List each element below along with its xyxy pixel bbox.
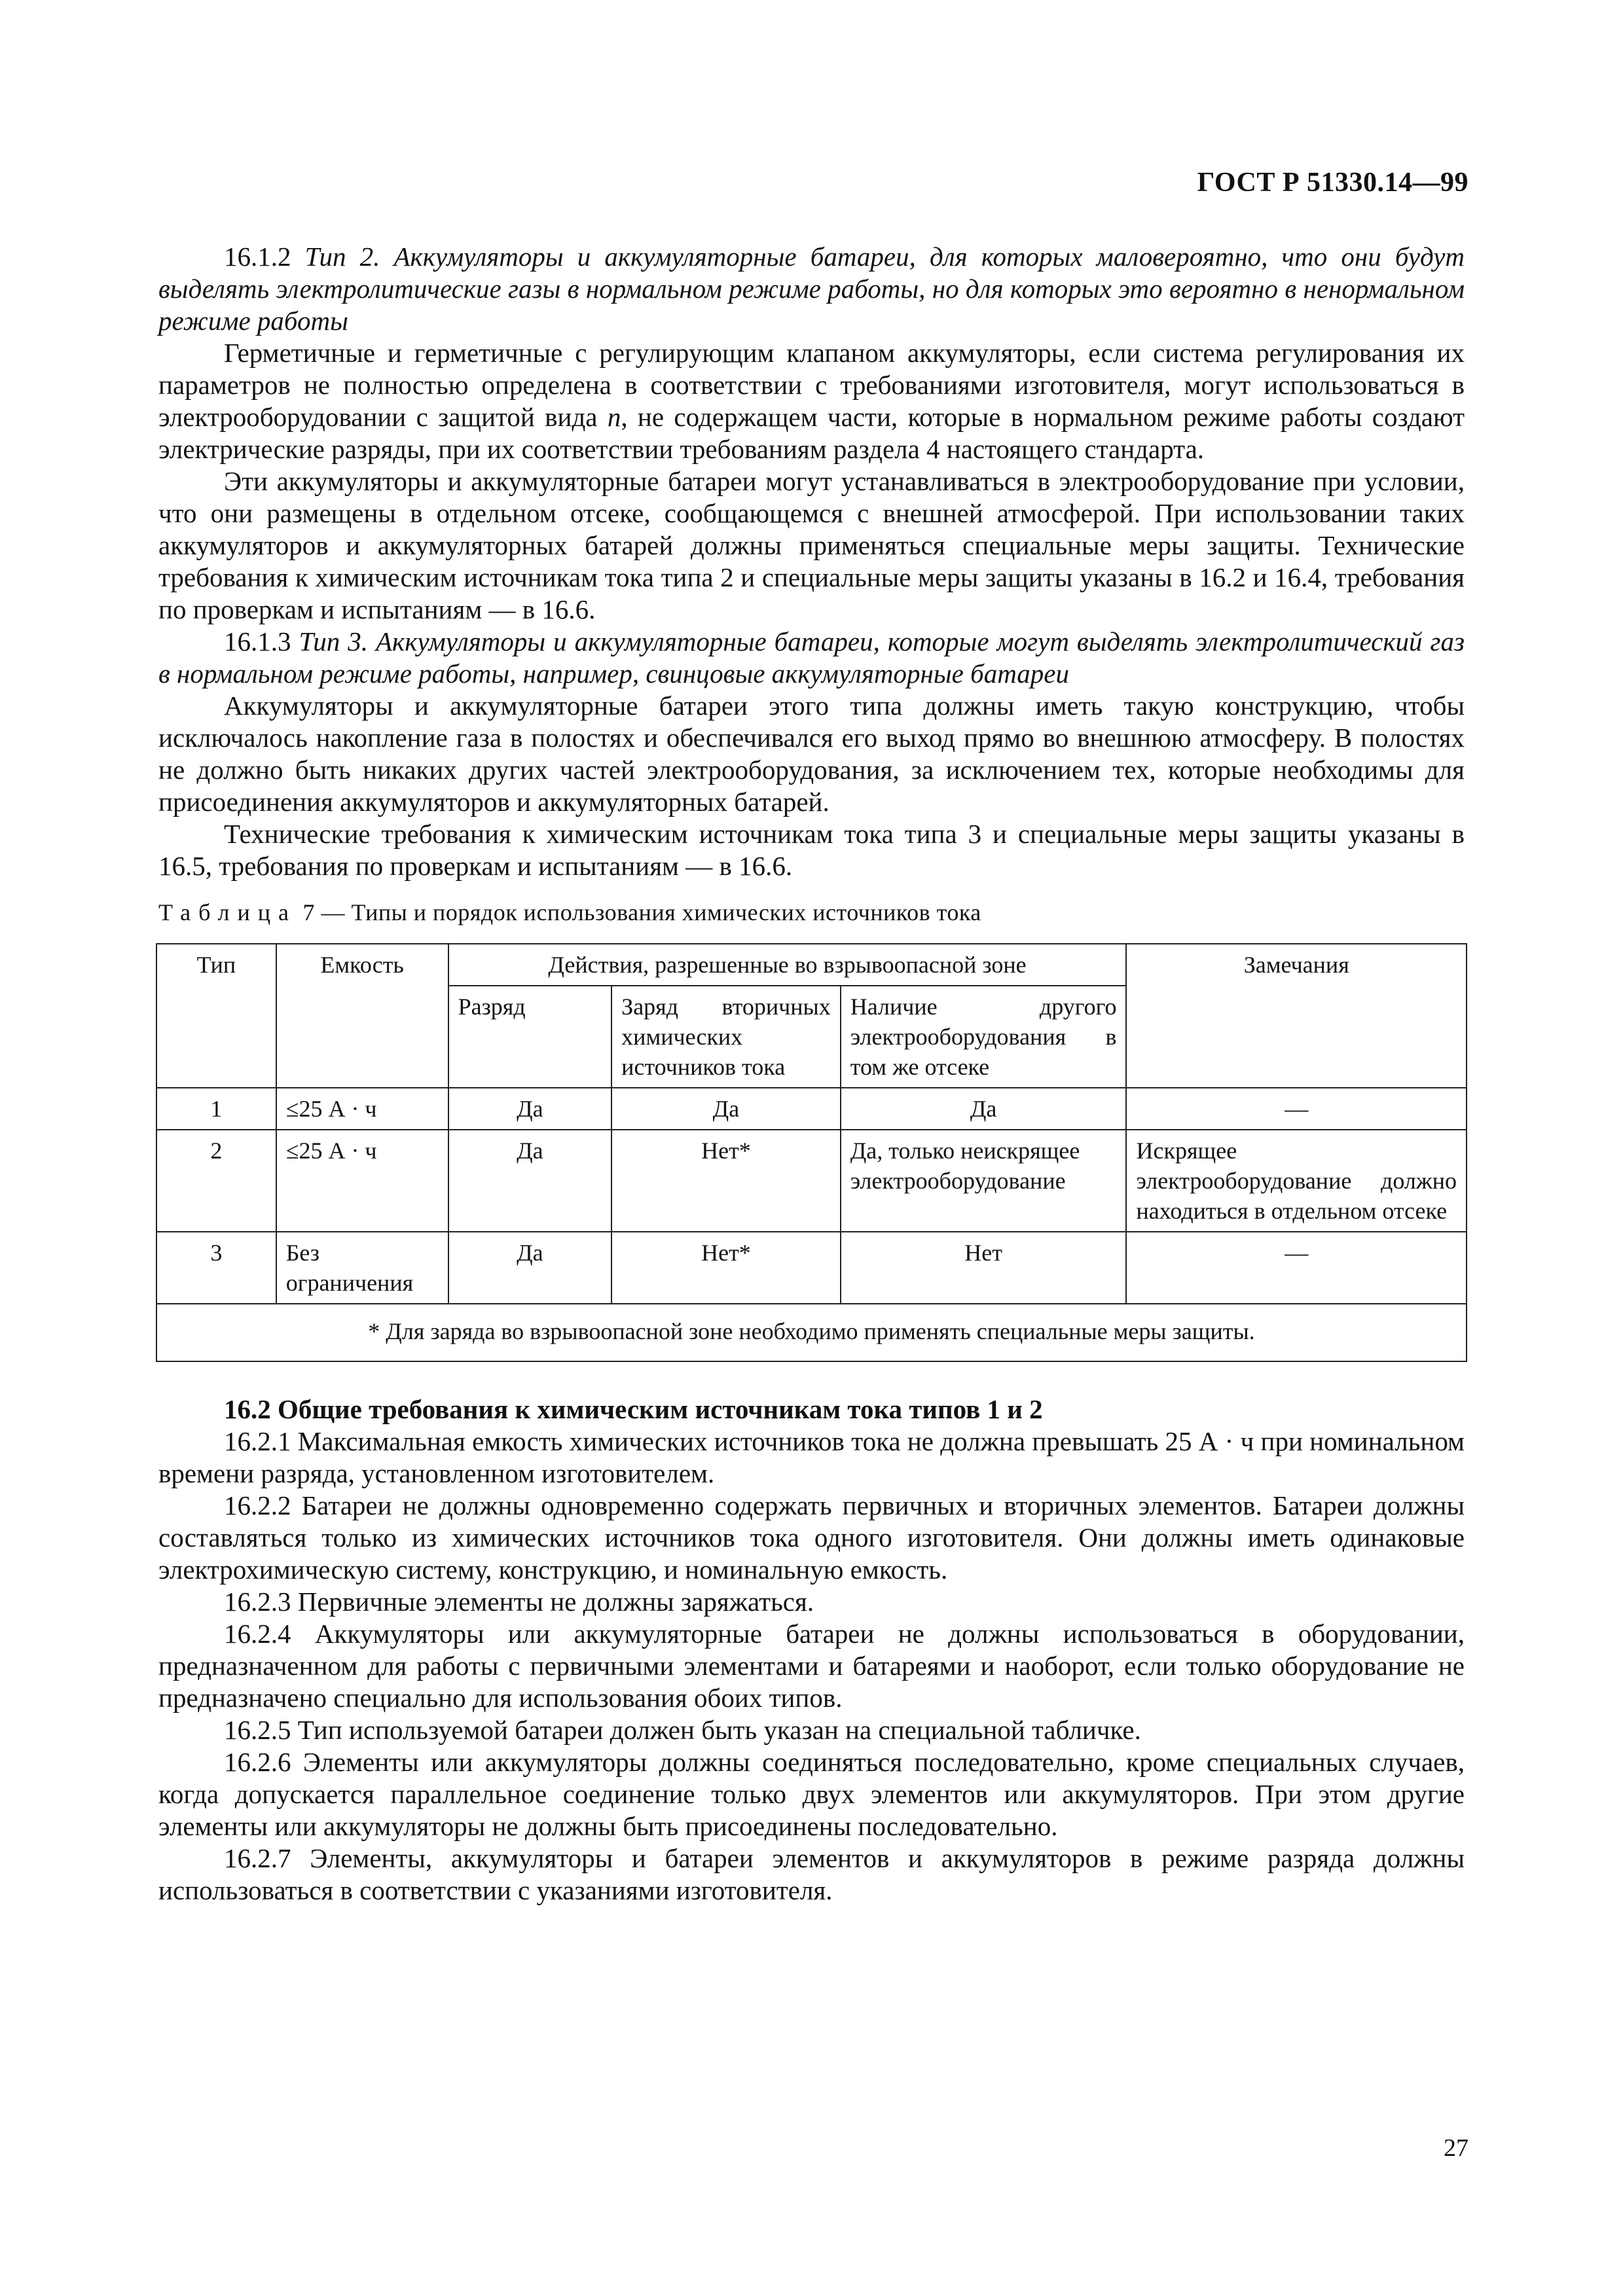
clause-title: Тип 3. Аккумуляторы и аккумуляторные батареи, которые могут выделять электролитический газ в нормальном режиме работы, например, свинцовые аккумуляторные батареи [158,626,1465,689]
battery-types-table [156,943,1467,1362]
paragraph-sealed-batteries: Герметичные и герметичные с регулирующим клапаном аккумуляторы, если система регулирования их параметров не полностью определена в соответствии с требованиями изготовителя, могут использоваться в электрооборудовании с защитой вида n, не содержащем части, которые в нормальном режиме работы создают электрические разряды, при их соответствии требованиям раздела 4 настоящего стандарта. [158,338,1465,464]
table-footnote-row [156,1304,1467,1361]
table-caption: Таблица 7 — Типы и порядок использования химических источников тока [158,899,981,925]
paragraph-type3-construction: Аккумуляторы и аккумуляторные батареи этого типа должны иметь такую конструкцию, чтобы исключалось накопление газа в полостях и обеспечивался его выход прямо во внешнюю атмосферу. В полостях не должно быть никаких других частей электрооборудования, за исключением тех, которые необходимы для присоединения аккумуляторов и аккумуляторных батарей. [158,691,1465,817]
header-remarks: Замечания [1126,944,1467,1088]
section-heading-16-2: 16.2 Общие требования к химическим источникам тока типов 1 и 2 [224,1394,1043,1424]
table-row: 3 Без ограничения Да Нет* Нет — [156,1232,1467,1304]
header-capacity: Емкость [276,944,448,1088]
body-text [158,241,1465,1907]
header-other-equipment: Наличие другого электрооборудования в том же отсеке [841,986,1127,1088]
document-id-header: ГОСТ Р 51330.14—99 [1197,168,1468,198]
clause-16-2-4: 16.2.4 Аккумуляторы или аккумуляторные батареи не должны использоваться в оборудовании, предназначенном для работы с первичными элементами и батареями и наоборот, если только оборудование не предназначено специально для использования обоих типов. [158,1619,1465,1713]
header-discharge: Разряд [448,986,612,1088]
clause-16-2-3: 16.2.3 Первичные элементы не должны заряжаться. [224,1587,814,1617]
clause-title: Тип 2. Аккумуляторы и аккумуляторные батареи, для которых маловероятно, что они будут выделять электролитические газы в нормальном режиме работы, но для которых это вероятно в ненормальном режиме работы [158,242,1465,336]
table-row: 2 ≤25 А · ч Да Нет* Да, только неискрящее электрооборудование Искрящее электрооборудование должно находиться в отдельном отсеке [156,1130,1467,1232]
header-charge: Заряд вторичных химических источников тока [611,986,841,1088]
page-number: 27 [1444,2134,1468,2162]
table-row: 1 ≤25 А · ч Да Да Да — [156,1088,1467,1130]
clause-16-2-7: 16.2.7 Элементы, аккумуляторы и батареи элементов и аккумуляторов в режиме разряда должны использоваться в соответствии с указаниями изготовителя. [158,1843,1465,1905]
clause-16-2-1: 16.2.1 Максимальная емкость химических источников тока не должна превышать 25 А · ч при номинальном времени разряда, установленном изготовителем. [158,1426,1465,1488]
clause-16-2-2: 16.2.2 Батареи не должны одновременно содержать первичных и вторичных элементов. Батареи должны составляться только из химических источников тока одного изготовителя. Они должны иметь одинаковые электрохимическую систему, конструкцию, и номинальную емкость. [158,1490,1465,1585]
clause-16-2-5: 16.2.5 Тип используемой батареи должен быть указан на специальной табличке. [224,1715,1141,1745]
paragraph-separate-compartment: Эти аккумуляторы и аккумуляторные батареи могут устанавливаться в электрооборудование при условии, что они размещены в отдельном отсеке, сообщающемся с внешней атмосферой. При использовании таких аккумуляторов и аккумуляторных батарей должны применяться специальные меры защиты. Технические требования к химическим источникам тока типа 2 и специальные меры защиты указаны в 16.2 и 16.4, требования по проверкам и испытаниям — в 16.6. [158,466,1465,624]
header-actions: Действия, разрешенные во взрывоопасной зоне [448,944,1127,986]
paragraph-16-1-3 [158,626,1465,690]
table-header-row [156,944,1467,986]
clause-number: 16.1.3 [224,626,291,656]
header-type: Тип [156,944,276,1088]
clause-number: 16.1.2 [224,242,291,272]
paragraph-16-1-2 [158,241,1465,337]
clause-16-2-6: 16.2.6 Элементы или аккумуляторы должны соединяться последовательно, кроме специальных случаев, когда допускается параллельное соединение только двух элементов или аккумуляторов. При этом другие элементы или аккумуляторы не должны быть присоединены последовательно. [158,1747,1465,1841]
table-footnote: * Для заряда во взрывоопасной зоне необходимо применять специальные меры защиты. [156,1304,1467,1361]
paragraph-type3-requirements: Технические требования к химическим источникам тока типа 3 и специальные меры защиты указаны в 16.5, требования по проверкам и испытаниям — в 16.6. [158,819,1465,881]
